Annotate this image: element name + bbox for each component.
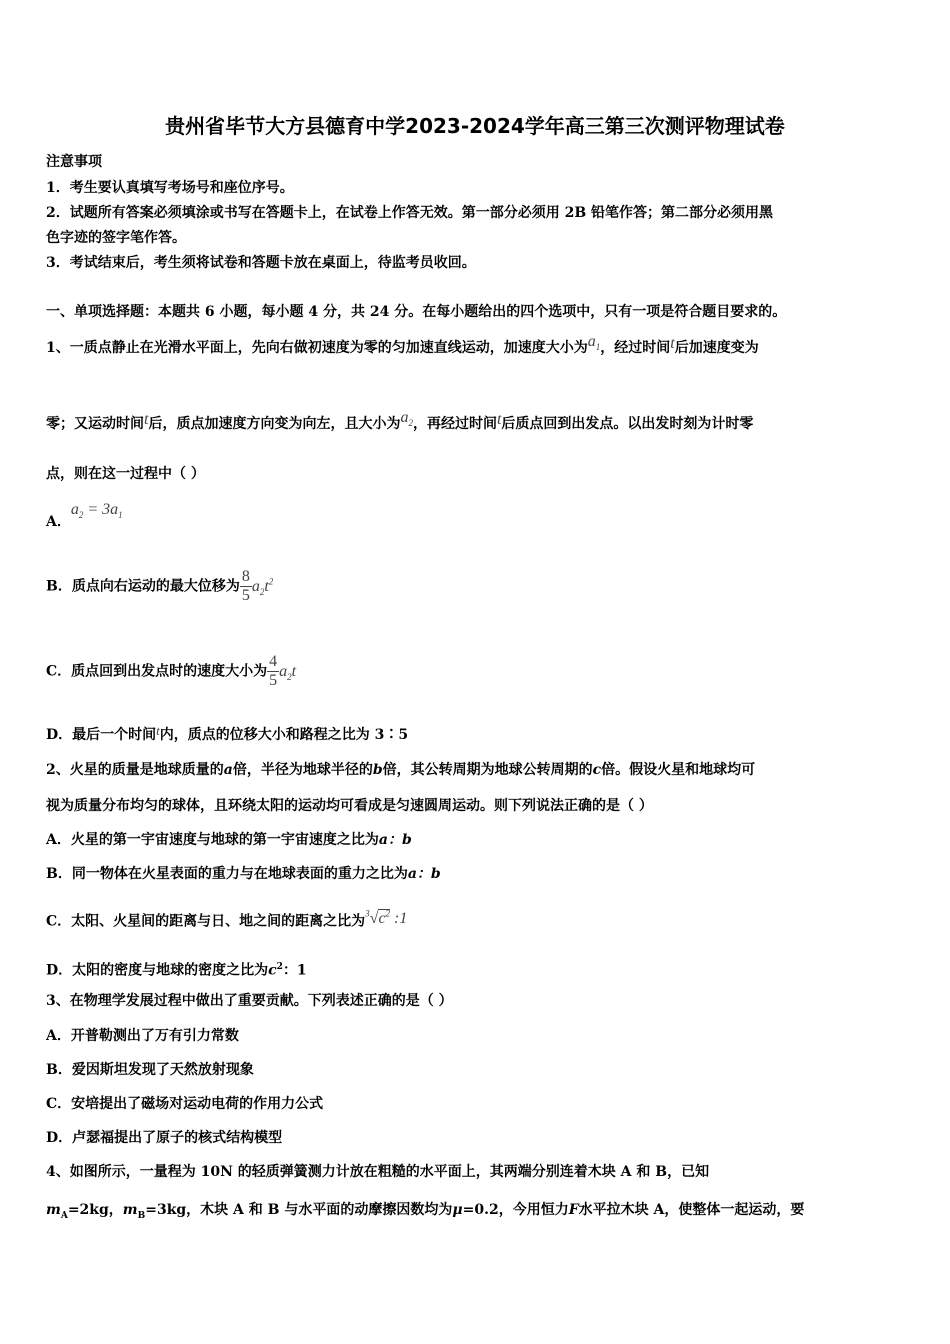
math-t: t [670, 335, 675, 352]
page-title: 贵州省毕节大方县德育中学2023-2024学年高三第三次测评物理试卷 [165, 114, 785, 138]
q1-option-d: D．最后一个时间t内，质点的位移大小和路程之比为 3∶5 [46, 723, 409, 743]
math-t: t [496, 411, 502, 428]
q2-option-d: D．太阳的密度与地球的密度之比为$c^2$：1 [46, 962, 307, 979]
notice-heading: 注意事项 [46, 154, 102, 170]
math-a1: $a_1$ [587, 333, 601, 353]
math-t: t [144, 411, 149, 428]
math-a2: $a_2$ [400, 409, 413, 429]
cube-root-c2: $^3√c^2$ :1 [365, 909, 408, 928]
q1-line2: 零；又运动时间t后，质点加速度方向变为向左，且大小为$a_2$，再经过时间t后质点回到出发点。以出发时刻为计时零 [46, 409, 754, 432]
q1-option-b: B．质点向右运动的最大位移为 $\frac{8}{5}$ $a_2t^2$ [46, 568, 274, 604]
q2-option-c: C．太阳、火星间的距离与日、地之间的距离之比为$^3√c^2$ :1 [46, 909, 408, 930]
q3-option-d: D．卢瑟福提出了原子的核式结构模型 [46, 1130, 283, 1146]
q2-line2: 视为质量分布均匀的球体，且环绕太阳的运动均可看成是匀速圆周运动。则下列说法正确的是（ ） [46, 798, 653, 814]
q1-line1: 1、一质点静止在光滑水平面上，先向右做初速度为零的匀加速直线运动，加速度大小为$a_1$，经过时间t后加速度变为 [46, 333, 759, 356]
math-a2t: $a_2t$ [279, 662, 297, 682]
notice-item-1: 1．考生要认真填写考场号和座位序号。 [46, 180, 294, 196]
notice-item-3: 3．考试结束后，考生须将试卷和答题卡放在桌面上，待监考员收回。 [46, 255, 476, 271]
notice-item-2: 2．试题所有答案必须填涂或书写在答题卡上，在试卷上作答无效。第一部分必须用 2B 铅笔作答；第二部分必须用黑 [46, 205, 774, 221]
fraction-4-5: $\frac{4}{5}$ [269, 653, 278, 689]
notice-item-2-cont: 色字迹的签字笔作答。 [46, 230, 186, 246]
fraction-8-5: $\frac{8}{5}$ [241, 568, 250, 604]
q3-stem: 3、在物理学发展过程中做出了重要贡献。下列表述正确的是（ ） [46, 993, 453, 1009]
q3-option-b: B．爱因斯坦发现了天然放射现象 [46, 1062, 254, 1078]
q2-option-a: A．火星的第一宇宙速度与地球的第一宇宙速度之比为a：b [46, 832, 412, 848]
q3-option-c: C．安培提出了磁场对运动电荷的作用力公式 [46, 1096, 324, 1112]
q1-option-c: C．质点回到出发点时的速度大小为 $\frac{4}{5}$ $a_2t$ [46, 653, 297, 689]
q1-option-a: A．$a_2 = 3a_1$ [46, 501, 123, 530]
math-a2t2: $a_2t^2$ [251, 576, 274, 597]
q2-option-b: B．同一物体在火星表面的重力与在地球表面的重力之比为a：b [46, 866, 441, 882]
math-t: t [156, 723, 160, 738]
math-a2-eq-3a1: $a_2 = 3a_1$ [70, 501, 123, 521]
q3-option-a: A．开普勒测出了万有引力常数 [46, 1028, 239, 1044]
q4-line2: $m_A=2kg$，$m_B=3kg$，木块 A 和 B 与水平面的动摩擦因数均为μ=0.2，今用恒力F水平拉木块 A，使整体一起运动，要 [46, 1202, 805, 1221]
q4-line1: 4、如图所示，一量程为 10N 的轻质弹簧测力计放在粗糙的水平面上，其两端分别连着木块 A 和 B，已知 [46, 1164, 710, 1180]
section-heading: 一、单项选择题：本题共 6 小题，每小题 4 分，共 24 分。在每小题给出的四个选项中，只有一项是符合题目要求的。 [46, 304, 787, 320]
q2-line1: 2、火星的质量是地球质量的a倍，半径为地球半径的b倍，其公转周期为地球公转周期的c倍。假设火星和地球均可 [46, 762, 756, 778]
q1-line3: 点，则在这一过程中（ ） [46, 466, 205, 482]
